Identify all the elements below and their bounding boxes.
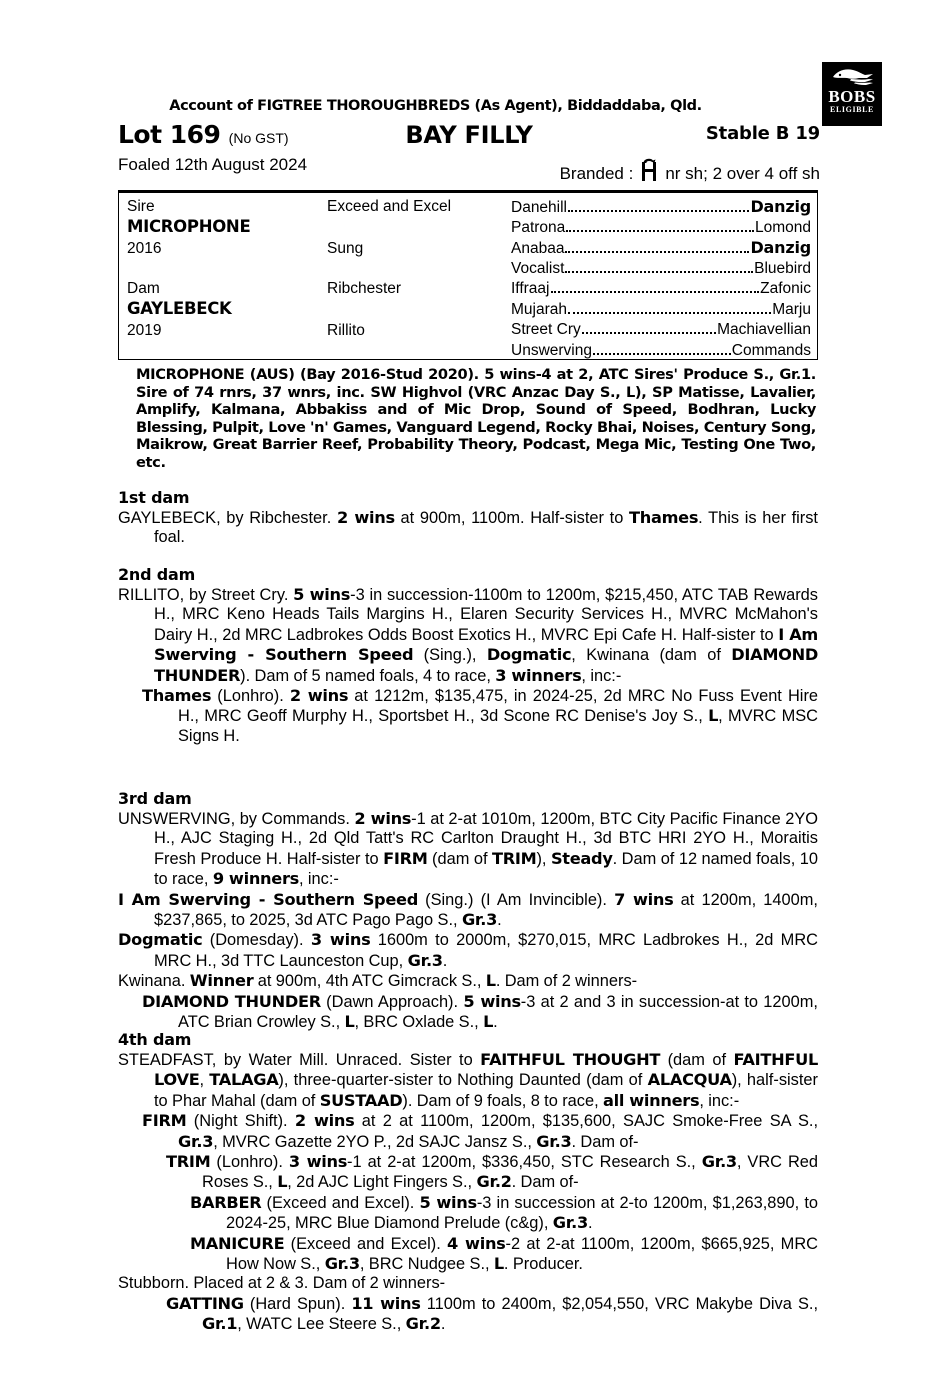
foaled-branded-row — [118, 155, 820, 183]
account-line: Account of FIGTREE THOROUGHBREDS (As Agent), Biddaddaba, Qld. — [169, 98, 702, 114]
pedigree-ancestor-row — [511, 197, 811, 219]
horse-head-icon — [829, 67, 875, 87]
third-dam-progeny-list — [118, 890, 818, 1033]
ancestor-right-name: Machiavellian — [717, 321, 811, 338]
dam-year: 2019 — [127, 322, 162, 339]
pedigree-ancestor-row — [511, 279, 811, 300]
pedigree-column-grandparents — [327, 193, 507, 359]
pedigree-ancestor-row — [511, 300, 811, 321]
progeny-entry: I Am Swerving - Southern Speed (Sing.) (I Am Invincible). 7 wins at 1200m, 1400m, $237,865, to 2025, 3d ATC Pago Pago S., Gr.3. — [118, 889, 818, 930]
lot-title-row — [118, 120, 820, 152]
ancestor-right-name: Marju — [772, 300, 811, 318]
sire-dam: Sung — [327, 240, 364, 257]
pedigree-ancestor-row — [511, 218, 811, 239]
second-dam-body: RILLITO, by Street Cry. 5 wins-3 in succession-1100m to 1200m, $215,450, ATC TAB Rewards H., MRC Keno Heads Tails Margins H., Elaren Security Services H., MVRC McMahon's Dairy H., 2d MRC Ladbrokes Odds Boost Exotics H., MVRC Epi Cafe H. Half-sister to I Am Swerving - Southern Speed (Sing.), Dogmatic, Kwinana (dam of DIAMOND THUNDER). Dam of 5 named foals, 4 to race, 3 winners, inc:- — [118, 585, 819, 685]
branded-label: Branded : — [559, 164, 634, 183]
ancestor-left-name: Mujarah — [511, 300, 567, 318]
ancestor-left-name: Anabaa — [511, 240, 565, 257]
ancestor-right-name: Lomond — [754, 218, 811, 236]
progeny-entry: Dogmatic (Domesday). 3 wins 1600m to 2000m, $270,015, MRC Ladbrokes H., 2d MRC MRC H., 3d TTC Launceston Cup, Gr.3. — [118, 930, 818, 970]
first-dam-section — [118, 488, 818, 548]
dot-leader — [566, 230, 754, 232]
pedigree-column-great-grandparents — [511, 193, 811, 359]
ancestor-left-name: Iffraaj — [511, 280, 550, 297]
dot-leader — [551, 291, 760, 293]
ancestor-right-name: Danzig — [750, 197, 811, 216]
third-dam-section — [118, 789, 818, 1032]
sire-summary-paragraph: MICROPHONE (AUS) (Bay 2016-Stud 2020). 5 wins-4 at 2, ATC Sires' Produce S., Gr.1. Sire of 74 rnrs, 37 wnrs, inc. SW Highvol (VRC Anzac Day S., L), SP Matisse, Lavalier, Amplify, Kalmana, Abbakiss and of Mic Drop, Sound of Speed, Bodhran, Lucky Blessing, Pulpit, Love 'n' Games, Vanguard Legend, Rocky Bhai, Noises, Century Song, Maikrow, Great Barrier Reef, Probability Theory, Podcast, Mega Mic, Testing One Two, etc. — [136, 366, 816, 471]
second-dam-progeny-list — [118, 686, 818, 746]
foaled-date: Foaled 12th August 2024 — [118, 155, 308, 174]
sire-year: 2016 — [127, 240, 162, 257]
stable-label: Stable B 19 — [705, 123, 820, 144]
bobs-logo-subtitle: ELIGIBLE — [830, 105, 874, 114]
progeny-entry: TRIM (Lonhro). 3 wins-1 at 2-at 1200m, $336,450, STC Research S., Gr.3, VRC Red Roses S., L, 2d AJC Light Fingers S., Gr.2. Dam of- — [166, 1152, 819, 1192]
dot-leader — [568, 312, 771, 314]
ancestor-right-name: Zafonic — [760, 280, 811, 297]
pedigree-column-parents — [127, 193, 327, 359]
pedigree-ancestor-row — [511, 320, 811, 341]
third-dam-body: UNSWERVING, by Commands. 2 wins-1 at 2-at 1010m, 1200m, BTC City Pacific Finance 2YO H., AJC Staging H., 2d Qld Tatt's RC Carlton Draught H., 3d BTC HRI 2YO H., Moraitis Fresh Produce H. Half-sister to FIRM (dam of TRIM), Steady. Dam of 12 named foals, 10 to race, 9 winners, inc:- — [118, 809, 819, 889]
fourth-dam-section — [118, 1030, 818, 1335]
dam-sire: Ribchester — [327, 280, 402, 297]
ancestor-left-name: Unswerving — [511, 341, 592, 359]
dam-label: Dam — [127, 280, 160, 297]
dot-leader — [582, 332, 716, 334]
pedigree-ancestor-row — [511, 341, 811, 362]
brand-symbol-icon — [639, 158, 661, 187]
ancestor-left-name: Vocalist — [511, 259, 565, 277]
fourth-dam-progeny-list — [118, 1111, 818, 1334]
lot-number-label: Lot 169 — [118, 120, 221, 149]
third-dam-heading: 3rd dam — [118, 789, 192, 808]
dam-name: GAYLEBECK — [127, 299, 232, 318]
gst-note: (No GST) — [228, 130, 289, 146]
dam-dam: Rillito — [327, 322, 365, 339]
dot-leader — [565, 271, 753, 273]
first-dam-body: GAYLEBECK, by Ribchester. 2 wins at 900m, 1100m. Half-sister to Thames. This is her first foal. — [118, 508, 818, 547]
ancestor-left-name: Patrona — [511, 218, 566, 236]
pedigree-ancestor-row — [511, 259, 811, 280]
second-dam-section — [118, 565, 818, 746]
dot-leader — [568, 210, 749, 212]
progeny-entry: Kwinana. Winner at 900m, 4th ATC Gimcrack S., L. Dam of 2 winners- — [118, 971, 638, 991]
ancestor-right-name: Commands — [731, 341, 811, 359]
bobs-logo-word: BOBS — [828, 87, 876, 106]
bobs-eligible-logo — [822, 62, 882, 126]
second-dam-heading: 2nd dam — [118, 565, 196, 584]
sire-name: MICROPHONE — [127, 217, 251, 236]
progeny-entry: BARBER (Exceed and Excel). 5 wins-3 in succession at 2-to 1200m, $1,263,890, to 2024-25, MRC Blue Diamond Prelude (c&g), Gr.3. — [190, 1192, 819, 1233]
ancestor-left-name: Danehill — [511, 199, 568, 216]
progeny-entry: FIRM (Night Shift). 2 wins at 2 at 1100m, 1200m, $135,600, SAJC Smoke-Free SA S., Gr.3, MVRC Gazette 2YO P., 2d SAJC Jansz S., Gr.3. Dam of- — [142, 1111, 819, 1151]
progeny-entry: Stubborn. Placed at 2 & 3. Dam of 2 winners- — [118, 1274, 446, 1293]
sire-sire: Exceed and Excel — [327, 198, 452, 215]
progeny-entry: MANICURE (Exceed and Excel). 4 wins-2 at 2-at 1100m, 1200m, $665,925, MRC How Now S., Gr.3, BRC Nudgee S., L. Producer. — [190, 1233, 819, 1274]
catalogue-page — [118, 0, 876, 1400]
pedigree-table — [118, 190, 818, 360]
pedigree-ancestor-row — [511, 238, 811, 260]
sex-description: BAY FILLY — [405, 121, 533, 149]
branded-info — [560, 155, 820, 184]
sire-label: Sire — [127, 198, 155, 215]
fourth-dam-body: STEADFAST, by Water Mill. Unraced. Sister to FAITHFUL THOUGHT (dam of FAITHFUL LOVE, TALAGA), three-quarter-sister to Nothing Daunted (dam of ALACQUA), half-sister to Phar Mahal (dam of SUSTAAD). Dam of 9 foals, 8 to race, all winners, inc:- — [118, 1050, 818, 1110]
progeny-entry: Thames (Lonhro). 2 wins at 1212m, $135,475, in 2024-25, 2d MRC No Fuss Event Hire H., MRC Geoff Murphy H., Sportsbet H., 3d Scone RC Denise's Joy S., L, MVRC MSC Signs H. — [142, 686, 819, 745]
fourth-dam-heading: 4th dam — [118, 1030, 192, 1049]
progeny-entry: GATTING (Hard Spun). 11 wins 1100m to 2400m, $2,054,550, VRC Makybe Diva S., Gr.1, WATC Lee Steere S., Gr.2. — [166, 1293, 818, 1334]
branded-description: nr sh; 2 over 4 off sh — [665, 164, 820, 183]
ancestor-left-name: Street Cry — [511, 321, 581, 338]
first-dam-heading: 1st dam — [118, 488, 190, 507]
ancestor-right-name: Bluebird — [754, 259, 811, 277]
dot-leader — [593, 353, 731, 355]
dot-leader — [565, 251, 749, 253]
progeny-entry: DIAMOND THUNDER (Dawn Approach). 5 wins-3 at 2 and 3 in succession-at to 1200m, ATC Brian Crowley S., L, BRC Oxlade S., L. — [142, 991, 818, 1032]
ancestor-right-name: Danzig — [750, 238, 811, 257]
